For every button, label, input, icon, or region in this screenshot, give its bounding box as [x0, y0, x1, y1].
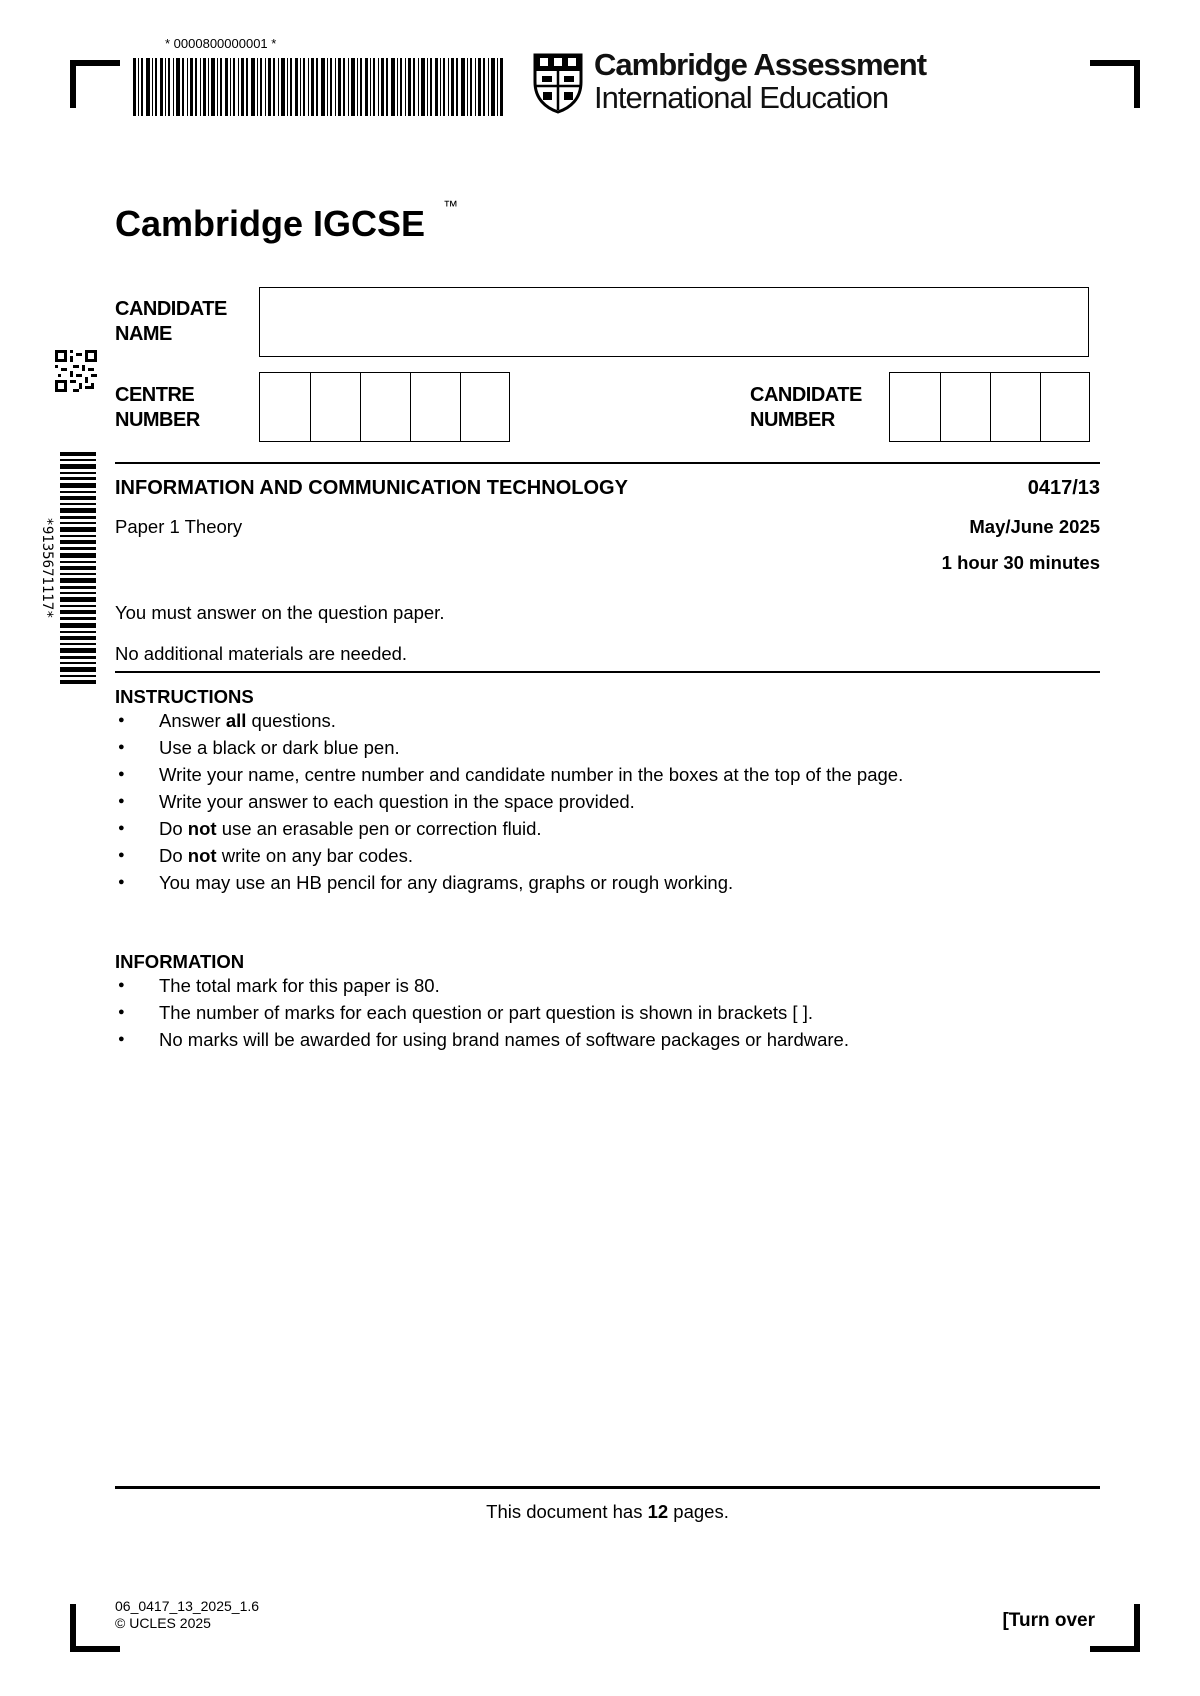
paper-code: 0417/13 — [1027, 477, 1100, 499]
instruction-item: ● Write your name, centre number and candidate number in the boxes at the top of the page. — [115, 761, 903, 788]
centre-number-label: CENTRE NUMBER — [115, 384, 200, 431]
information-list — [115, 972, 849, 1053]
document-reference — [115, 1598, 259, 1632]
side-barcode-text: *9135671117* — [39, 517, 55, 619]
materials-note: No additional materials are needed. — [115, 643, 408, 664]
candidate-name-label: CANDIDATE NAME — [115, 298, 227, 345]
exam-session: May/June 2025 — [969, 516, 1100, 537]
subject-title: INFORMATION AND COMMUNICATION TECHNOLOGY — [115, 477, 628, 499]
centre-number-field[interactable] — [259, 372, 510, 442]
divider-top — [115, 462, 1100, 464]
exam-duration: 1 hour 30 minutes — [941, 552, 1100, 573]
paper-component: Paper 1 Theory — [115, 516, 243, 537]
qualification-name: Cambridge IGCSE — [115, 203, 426, 244]
qualification-title — [115, 203, 425, 245]
turn-over-label: [Turn over — [1002, 1610, 1095, 1631]
information-item: ● The number of marks for each question or part question is shown in brackets [ ]. — [115, 999, 849, 1026]
instruction-item: ● Answer all questions. — [115, 707, 903, 734]
centre-number-cell[interactable] — [460, 373, 508, 441]
instruction-item: ● Use a black or dark blue pen. — [115, 734, 903, 761]
top-barcode — [133, 58, 503, 116]
centre-number-cell[interactable] — [410, 373, 461, 441]
top-barcode-text: * 0000800000001 * — [165, 36, 277, 51]
candidate-number-cell[interactable] — [990, 373, 1041, 441]
divider-middle — [115, 671, 1100, 673]
instruction-item: ● Do not use an erasable pen or correction fluid. — [115, 815, 903, 842]
side-barcode — [60, 452, 96, 684]
logo-line-2: International Education — [594, 80, 889, 115]
candidate-number-cell[interactable] — [890, 373, 941, 441]
centre-number-cell[interactable] — [310, 373, 361, 441]
candidate-name-field[interactable] — [259, 287, 1089, 357]
page-count-note: This document has 12 pages. — [486, 1501, 729, 1522]
copyright-notice: © UCLES 2025 — [115, 1615, 211, 1631]
candidate-number-label: CANDIDATE NUMBER — [750, 384, 862, 431]
instructions-heading: INSTRUCTIONS — [115, 686, 254, 707]
information-item: ● No marks will be awarded for using brand names of software packages or hardware. — [115, 1026, 849, 1053]
logo-line-1: Cambridge Assessment — [594, 47, 927, 82]
information-item: ● The total mark for this paper is 80. — [115, 972, 849, 999]
information-heading: INFORMATION — [115, 951, 245, 972]
instruction-item: ● Write your answer to each question in the space provided. — [115, 788, 903, 815]
instruction-item: ● You may use an HB pencil for any diagrams, graphs or rough working. — [115, 869, 903, 896]
trademark-symbol: ™ — [443, 198, 458, 215]
answer-note: You must answer on the question paper. — [115, 602, 445, 623]
instructions-list — [115, 707, 903, 896]
cambridge-shield-icon — [532, 52, 584, 114]
centre-number-cell[interactable] — [360, 373, 411, 441]
centre-number-cell[interactable] — [260, 373, 311, 441]
candidate-number-cell[interactable] — [940, 373, 991, 441]
candidate-number-field[interactable] — [889, 372, 1090, 442]
candidate-number-cell[interactable] — [1040, 373, 1088, 441]
divider-bottom — [115, 1486, 1100, 1489]
logo-text — [594, 48, 926, 114]
qr-code — [55, 350, 97, 392]
doc-ref-code: 06_0417_13_2025_1.6 — [115, 1598, 260, 1614]
instruction-item: ● Do not write on any bar codes. — [115, 842, 903, 869]
